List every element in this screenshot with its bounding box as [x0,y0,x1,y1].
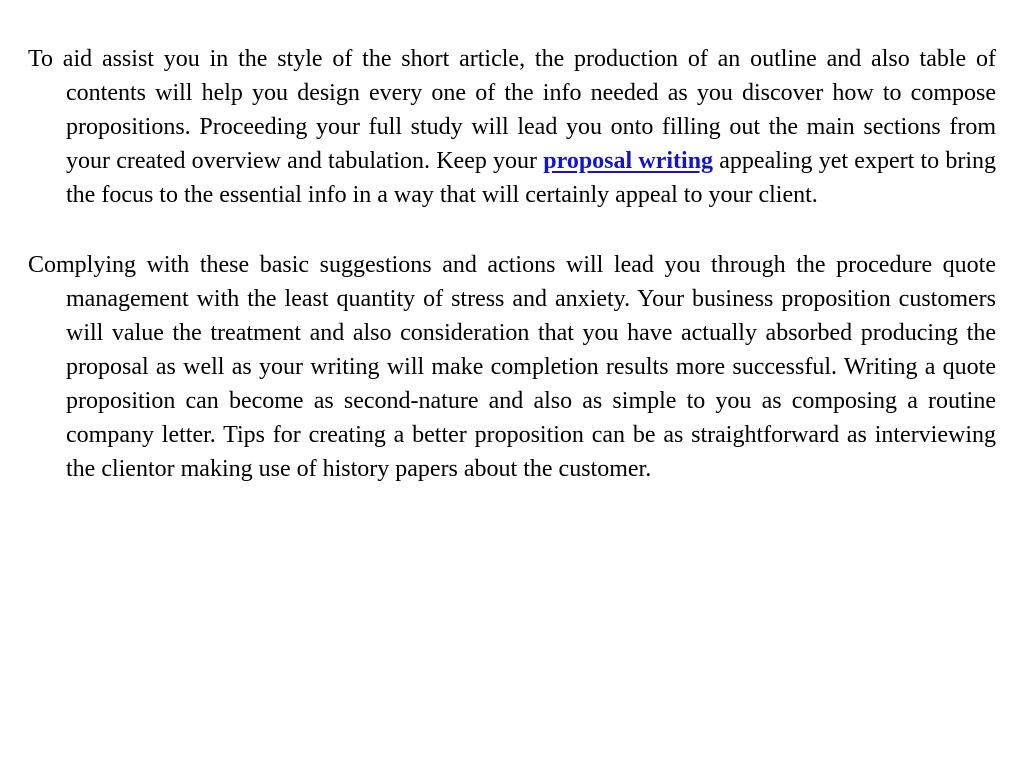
paragraph-1-text-after-link: appealing yet expert to bring the focus to the essential info in a way that will certainly appeal to your client. [66,148,996,208]
paragraph-1-text-before-link: To aid assist you in the style of the short article, the production of an outline and also table of contents will help you design every one of the info needed as you discover how to compose propositions. Proceeding your full study will lead you onto filling out the main sections from your created overview and tabulation. Keep your [28,46,996,174]
paragraph-2 [28,248,996,486]
paragraph-2-text: Complying with these basic suggestions and actions will lead you through the procedure quote management with the least quantity of stress and anxiety. Your business proposition customers will value the treatment and also consideration that you have actually absorbed producing the proposal as well as your writing will make completion results more successful. Writing a quote proposition can become as second-nature and also as simple to you as composing a routine company letter. Tips for creating a better proposition can be as straightforward as interviewing the clientor making use of history papers about the customer. [28,252,996,482]
proposal-writing-link[interactable]: proposal writing [543,148,714,174]
paragraph-1 [28,42,996,212]
